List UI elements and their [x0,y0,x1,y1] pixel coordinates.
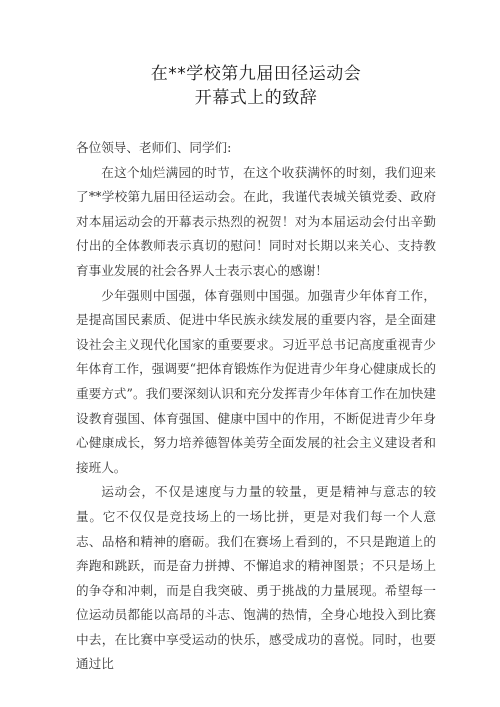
paragraph-3: 运动会，不仅是速度与力量的较量，更是精神与意志的较量。它不仅仅是竞技场上的一场比拼，更是对我们每一个人意志、品格和精神的磨砺。我们在赛场上看到的，不只是跑道上的奔跑和跳跃，而是奋力拼搏、不懈追求的精神图景；不只是场上的争夺和冲刺，而是自我突破、勇于挑战的力量展现。希望每一位运动员都能以高昂的斗志、饱满的热情，全身心地投入到比赛中去，在比赛中享受运动的快乐，感受成功的喜悦。同时，也要通过比 [76,484,436,672]
greeting: 各位领导、老师们、同学们: [76,140,232,155]
title-line-1: 在**学校第九届田径运动会 [150,64,362,84]
document-body [76,136,436,677]
paragraph-1: 在这个灿烂满园的时节，在这个收获满怀的时刻，我们迎来了**学校第九届田径运动会。在此，我谨代表城关镇党委、政府对本届运动会的开幕表示热烈的祝贺！对为本届运动会付出辛勤付出的全体教师表示真切的慰问！同时对长期以来关心、支持教育事业发展的社会各界人士表示衷心的感谢！ [76,164,436,278]
title-line-2: 开幕式上的致辞 [194,88,318,108]
paragraph-2: 少年强则中国强，体育强则中国强。加强青少年体育工作，是提高国民素质、促进中华民族永续发展的重要内容，是全面建设社会主义现代化国家的重要要求。习近平总书记高度重视青少年体育工作，强调要“把体育锻炼作为促进青少年身心健康成长的重要方式”。我们要深刻认识和充分发挥青少年体育工作在加快建设教育强国、体育强国、健康中国中的作用，不断促进青少年身心健康成长，努力培养德智体美劳全面发展的社会主义建设者和接班人。 [76,287,436,475]
document-title [76,62,436,110]
